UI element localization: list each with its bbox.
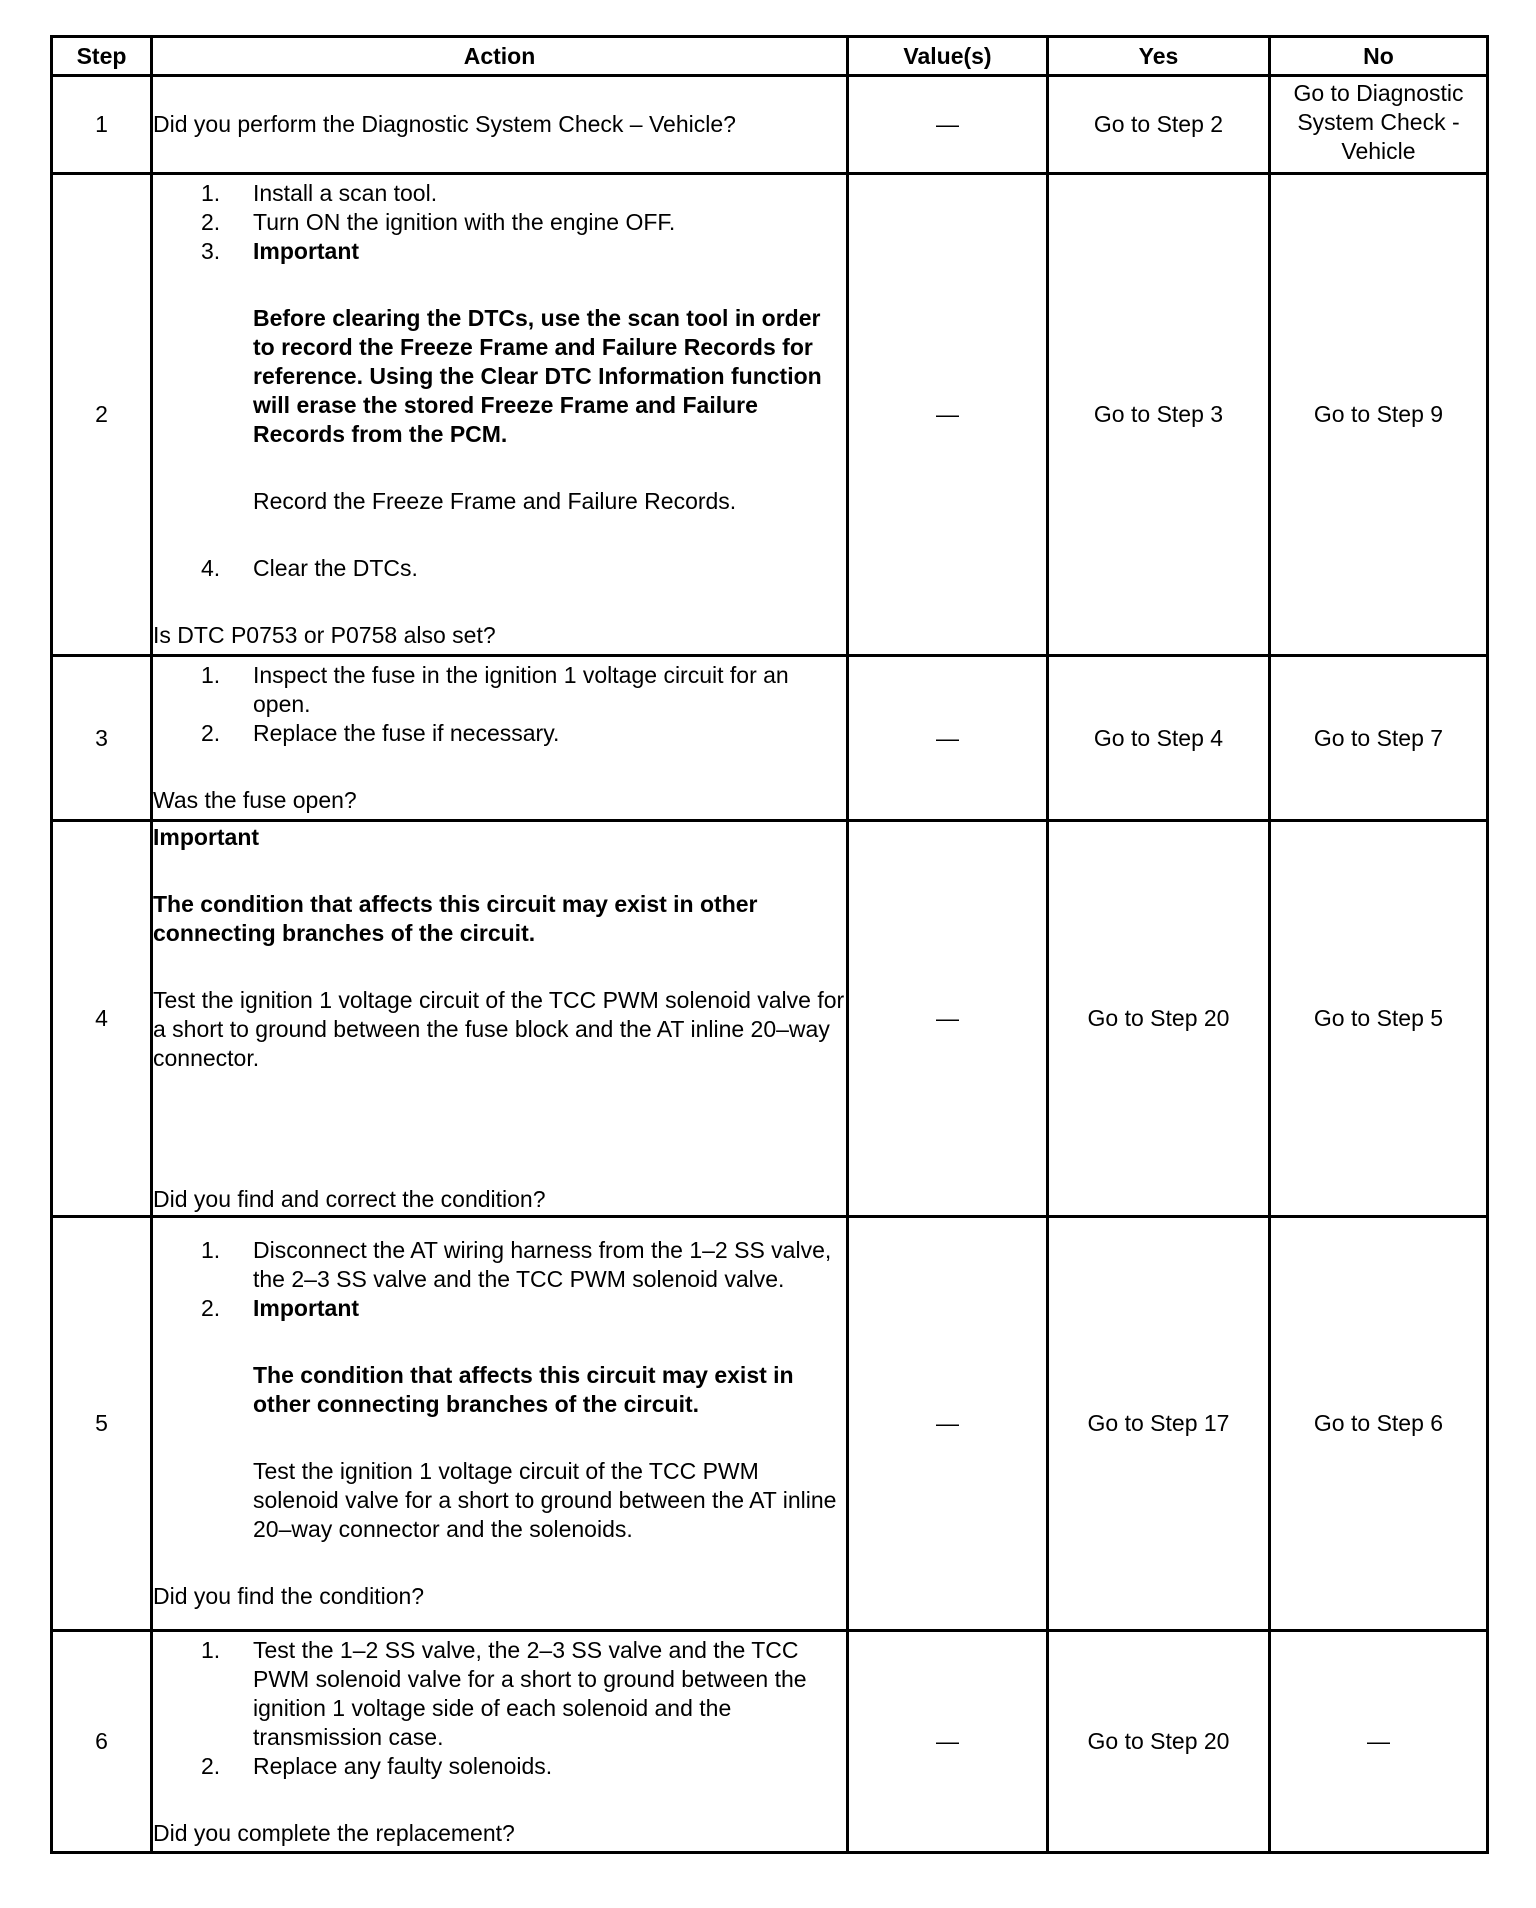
no-cell: Go to Step 5: [1270, 821, 1488, 1217]
spacer: [153, 852, 846, 890]
question-text: Did you perform the Diagnostic System Check – Vehicle?: [153, 111, 736, 137]
value-cell: —: [848, 76, 1048, 174]
table-row-step-5: [52, 1217, 1488, 1631]
spacer: [153, 1073, 846, 1185]
list-item: [153, 1752, 846, 1781]
step-number: 6: [52, 1631, 152, 1853]
table-row-step-4: [52, 821, 1488, 1217]
header-row: [52, 37, 1488, 76]
important-note: Before clearing the DTCs, use the scan tool in order to record the Freeze Frame and Failure Records for reference. Using the Clear DTC Information function will erase the stored Freeze Frame and Failure Records from the PCM.: [253, 305, 822, 447]
action-cell: [152, 1217, 848, 1631]
spacer: [153, 1544, 846, 1582]
action-cell: [152, 76, 848, 174]
list-item: [153, 1294, 846, 1544]
sub-text: Record the Freeze Frame and Failure Records.: [253, 488, 737, 514]
item-number: 2.: [201, 1295, 221, 1321]
yes-cell: Go to Step 3: [1048, 174, 1270, 656]
header-values: Value(s): [848, 37, 1048, 76]
list-item: [153, 1636, 846, 1752]
item-text: Turn ON the ignition with the engine OFF.: [253, 209, 676, 235]
header-action: Action: [152, 37, 848, 76]
list-item: [153, 1236, 846, 1294]
item-text: Test the 1–2 SS valve, the 2–3 SS valve and the TCC PWM solenoid valve for a short to ground between the ignition 1 voltage side of each solenoid and the transmission case.: [253, 1636, 807, 1750]
spacer: [253, 266, 846, 304]
item-number: 1.: [201, 662, 221, 688]
spacer: [253, 449, 846, 487]
question-text: Did you find the condition?: [153, 1583, 425, 1609]
value-cell: —: [848, 821, 1048, 1217]
table-row-step-3: [52, 656, 1488, 821]
no-cell: Go to Step 6: [1270, 1217, 1488, 1631]
list-item: [153, 237, 846, 554]
question-text: Is DTC P0753 or P0758 also set?: [153, 622, 496, 648]
table-row-step-2: [52, 174, 1488, 656]
yes-cell: Go to Step 17: [1048, 1217, 1270, 1631]
question-text: Did you find and correct the condition?: [153, 1186, 546, 1212]
value-cell: —: [848, 1631, 1048, 1853]
question-text: Was the fuse open?: [153, 787, 357, 813]
item-number: 1.: [201, 1237, 221, 1263]
item-number: 4.: [201, 555, 221, 581]
action-list: [153, 1236, 846, 1544]
diagnostic-table: [50, 35, 1489, 1854]
action-cell: [152, 174, 848, 656]
item-number: 2.: [201, 1752, 221, 1779]
spacer: [253, 1323, 846, 1361]
item-text: Replace the fuse if necessary.: [253, 720, 560, 746]
sub-text: Test the ignition 1 voltage circuit of the TCC PWM solenoid valve for a short to ground between the AT inline 20–way connector and the solenoids.: [253, 1458, 837, 1542]
item-text: Install a scan tool.: [253, 180, 438, 206]
item-number: 2.: [201, 209, 221, 235]
spacer: [253, 1419, 846, 1457]
no-cell: Go to Step 7: [1270, 656, 1488, 821]
list-item: [153, 661, 846, 719]
step-number: 4: [52, 821, 152, 1217]
yes-cell: Go to Step 2: [1048, 76, 1270, 174]
action-cell: [152, 1631, 848, 1853]
header-no: No: [1270, 37, 1488, 76]
list-item: [153, 179, 846, 208]
value-cell: —: [848, 174, 1048, 656]
value-cell: —: [848, 1217, 1048, 1631]
list-item: [153, 719, 846, 748]
question-text: Did you complete the replacement?: [153, 1819, 515, 1846]
spacer: [153, 1781, 846, 1819]
important-note: The condition that affects this circuit may exist in other connecting branches of the circuit.: [253, 1362, 794, 1417]
table-row-step-1: [52, 76, 1488, 174]
item-number: 3.: [201, 238, 221, 264]
important-label: Important: [253, 238, 360, 264]
action-cell: [152, 656, 848, 821]
action-cell: [152, 821, 848, 1217]
action-list: [153, 179, 846, 583]
header-yes: Yes: [1048, 37, 1270, 76]
item-text: Disconnect the AT wiring harness from the 1–2 SS valve, the 2–3 SS valve and the TCC PWM solenoid valve.: [253, 1237, 832, 1292]
list-item: [153, 554, 846, 583]
yes-cell: Go to Step 20: [1048, 821, 1270, 1217]
step-number: 2: [52, 174, 152, 656]
value-cell: —: [848, 656, 1048, 821]
no-cell: Go to Step 9: [1270, 174, 1488, 656]
item-text: Replace any faulty solenoids.: [253, 1752, 553, 1779]
important-label: Important: [153, 824, 260, 850]
important-label: Important: [253, 1295, 360, 1321]
spacer: [253, 516, 846, 554]
body-text: Test the ignition 1 voltage circuit of the TCC PWM solenoid valve for a short to ground between the fuse block and the AT inline 20–way connector.: [153, 987, 845, 1071]
item-text: Clear the DTCs.: [253, 555, 418, 581]
spacer: [153, 748, 846, 786]
step-number: 3: [52, 656, 152, 821]
action-list: [153, 661, 846, 748]
spacer: [153, 948, 846, 986]
table-row-step-6: [52, 1631, 1488, 1853]
yes-cell: Go to Step 4: [1048, 656, 1270, 821]
important-note: The condition that affects this circuit may exist in other connecting branches of the circuit.: [153, 891, 758, 946]
header-step: Step: [52, 37, 152, 76]
list-item: [153, 208, 846, 237]
action-list: [153, 1636, 846, 1781]
item-number: 1.: [201, 180, 221, 206]
no-cell: —: [1270, 1631, 1488, 1853]
step-number: 1: [52, 76, 152, 174]
no-cell: Go to Diagnostic System Check - Vehicle: [1270, 76, 1488, 174]
item-text: Inspect the fuse in the ignition 1 voltage circuit for an open.: [253, 662, 789, 717]
item-number: 2.: [201, 720, 221, 746]
step-number: 5: [52, 1217, 152, 1631]
spacer: [153, 583, 846, 621]
yes-cell: Go to Step 20: [1048, 1631, 1270, 1853]
item-number: 1.: [201, 1636, 221, 1663]
